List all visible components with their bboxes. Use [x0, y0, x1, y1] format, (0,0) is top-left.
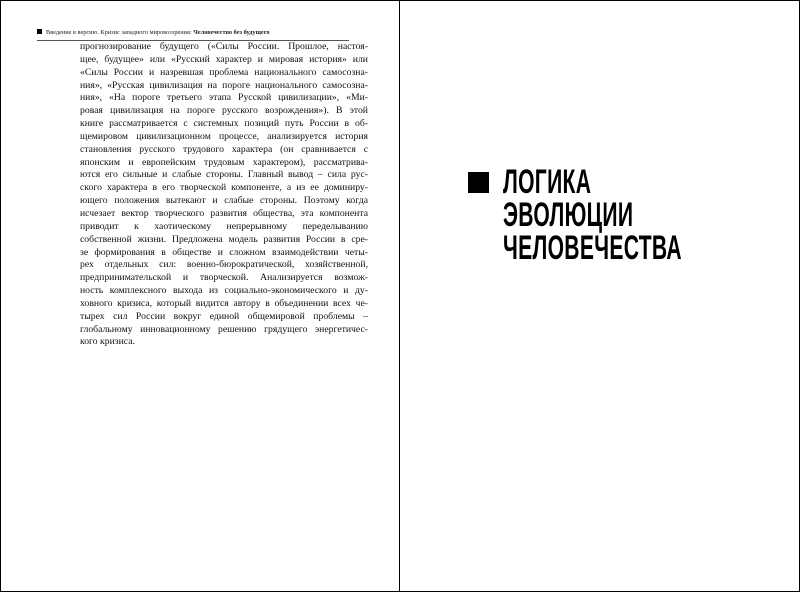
body-line: зе формирования в обществе и сложном взаимодействии четы-	[80, 246, 368, 258]
chapter-square-icon	[468, 172, 489, 193]
body-line: тырех сил России вокруг единой общемировой проблемы –	[80, 310, 368, 322]
body-line: ровая цивилизация на пороге русского возрождения»). В этой	[80, 105, 368, 117]
chapter-title-line-2: ЭВОЛЮЦИИ	[503, 196, 634, 234]
left-page	[1, 1, 399, 591]
body-line: прогнозирование будущего («Силы России. Прошлое, настоя-	[80, 41, 368, 52]
body-line: предпринимательской и творческой. Анализируется возмож-	[80, 272, 368, 284]
body-line: ность комплексного выхода из социально-экономического и ду-	[80, 285, 368, 297]
body-line: книге рассматривается с системных позиций путь России в об-	[80, 118, 368, 130]
running-head	[37, 28, 349, 41]
running-head-chapter: Человечество без будущего	[193, 29, 270, 36]
body-line: приводит к хаотическому непрерывному переделыванию	[80, 220, 368, 232]
body-line: рех отдельных сил: военно-бюрократической, хозяйственной,	[80, 259, 368, 271]
body-line: ния», «Русская цивилизация на пороге национального самосозна-	[80, 79, 368, 91]
body-line: кого кризиса.	[80, 336, 135, 348]
body-line: «Силы России и назревшая проблема национального самосозна-	[80, 66, 368, 78]
body-line: щемировом цивилизационном процессе, анализируется история	[80, 130, 368, 142]
page-gutter	[399, 1, 400, 591]
body-line: становления русского трудового характера (он сравнивается с	[80, 143, 368, 155]
body-line: собственной жизни. Предложена модель развития России в сре-	[80, 233, 368, 245]
body-line: щее, будущее» или «Русский характер и мировая история» или	[80, 53, 368, 65]
running-head-part: Введение в версию. Кризис западного мировоззрения:	[46, 29, 192, 36]
body-line: японским и европейским трудовым характером), рассматрива-	[80, 156, 368, 168]
chapter-title-text	[503, 163, 682, 267]
right-page	[401, 1, 799, 591]
body-line: ющего положения вытекают и слабые стороны. Поэтому когда	[80, 195, 368, 207]
body-line: ния», «На пороге третьего этапа Русской цивилизации», «Ми-	[80, 92, 368, 104]
body-line: исчезает вектор творческого развития общества, эта компонента	[80, 207, 368, 219]
body-text	[80, 41, 368, 349]
chapter-title-line-3: ЧЕЛОВЕЧЕСТВА	[503, 229, 682, 267]
body-line: ского характера в его творческой компоненте, а из ее доминиру-	[80, 182, 368, 194]
body-line: ховного кризиса, который видится автору в объединении всех че-	[80, 297, 368, 309]
body-line: глобальному инновационному решению грядущего энергетичес-	[80, 323, 368, 335]
body-line: ются его сильные и слабые стороны. Главный вывод – сила рус-	[80, 169, 368, 181]
running-head-square-icon	[37, 29, 42, 34]
chapter-title-line-1: ЛОГИКА	[503, 163, 592, 201]
